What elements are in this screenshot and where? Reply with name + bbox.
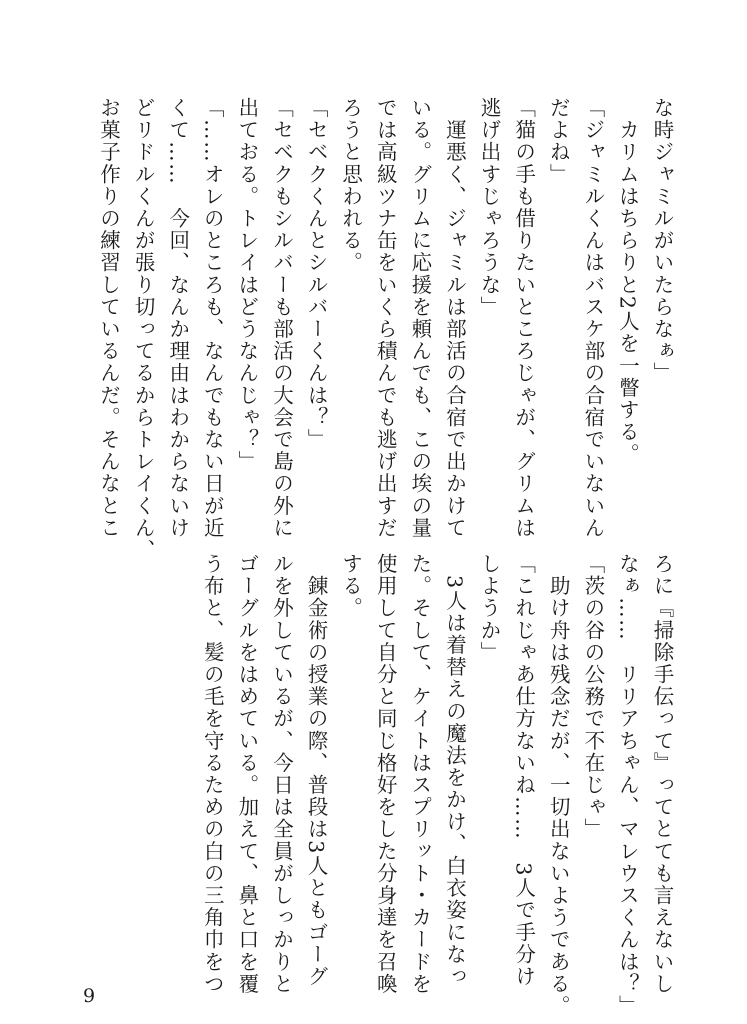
text-line: する。 (338, 553, 363, 620)
text-line: た。そして、ケイトはスプリット・カードを (407, 553, 432, 995)
text-line: カリムはちらりと2人を一瞥する。 (615, 97, 640, 466)
text-line: お菓子作りの練習しているんだ。そんなとこ (96, 97, 121, 539)
lower-text-block (195, 553, 679, 1018)
text-line: 「……オレのところも、なんでもない日が近 (200, 97, 225, 539)
text-line: なぁ…… リリアちゃん、マレウスくんは？」 (615, 553, 640, 1018)
text-line: 「茨の谷の公務で不在じゃ」 (580, 553, 605, 841)
text-line: 出ておる。トレイはどうなんじゃ？」 (234, 97, 259, 473)
text-line: だよね」 (546, 97, 571, 186)
upper-text-block (91, 97, 679, 562)
text-line: 運悪く、ジャミルは部活の合宿で出かけて (442, 97, 467, 539)
text-line: では高級ツナ缶をいくら積んでも逃げ出すだ (373, 97, 398, 539)
text-line: 「セベクもシルバーも部活の大会で島の外に (269, 97, 294, 539)
text-line: ろに『掃除手伝って』ってとても言えないし (650, 553, 674, 995)
text-line: くて…… 今回、なんか理由はわからないけ (165, 97, 190, 539)
text-line: ろうと思われる。 (338, 97, 363, 274)
page-number: 9 (83, 985, 96, 1007)
text-line: ルを外しているが、今日は全員がしっかりと (269, 553, 294, 995)
text-line: 3人は着替えの魔法をかけ、白衣姿になっ (442, 553, 467, 988)
text-line: 「セベクくんとシルバーくんは？」 (304, 97, 329, 451)
text-line: 「猫の手も借りたいところじゃが、グリムは (511, 97, 536, 539)
text-line: どリドルくんが張り切ってるからトレイくん、 (131, 97, 156, 562)
text-line: 「ジャミルくんはバスケ部の合宿でいないん (580, 97, 605, 539)
text-line: 使用して自分と同じ格好をした分身達を召喚 (373, 553, 398, 995)
text-line: 逃げ出すじゃろうな」 (477, 97, 502, 318)
text-line: ゴーグルをはめている。加えて、鼻と口を覆 (234, 553, 259, 995)
text-line: いる。グリムに応援を頼んでも、この埃の量 (407, 97, 432, 539)
text-line: しようか」 (477, 553, 502, 664)
text-line: 錬金術の授業の際、普段は3人ともゴーグ (304, 553, 329, 988)
text-line: う布と、髪の毛を守るための白の三角巾をつ (200, 553, 225, 995)
text-line: な時ジャミルがいたらなぁ」 (650, 97, 674, 385)
text-line: 「これじゃあ仕方ないね…… 3人で手分け (511, 553, 536, 988)
text-line: 助け舟は残念だが、一切出ないようである。 (546, 553, 571, 1018)
